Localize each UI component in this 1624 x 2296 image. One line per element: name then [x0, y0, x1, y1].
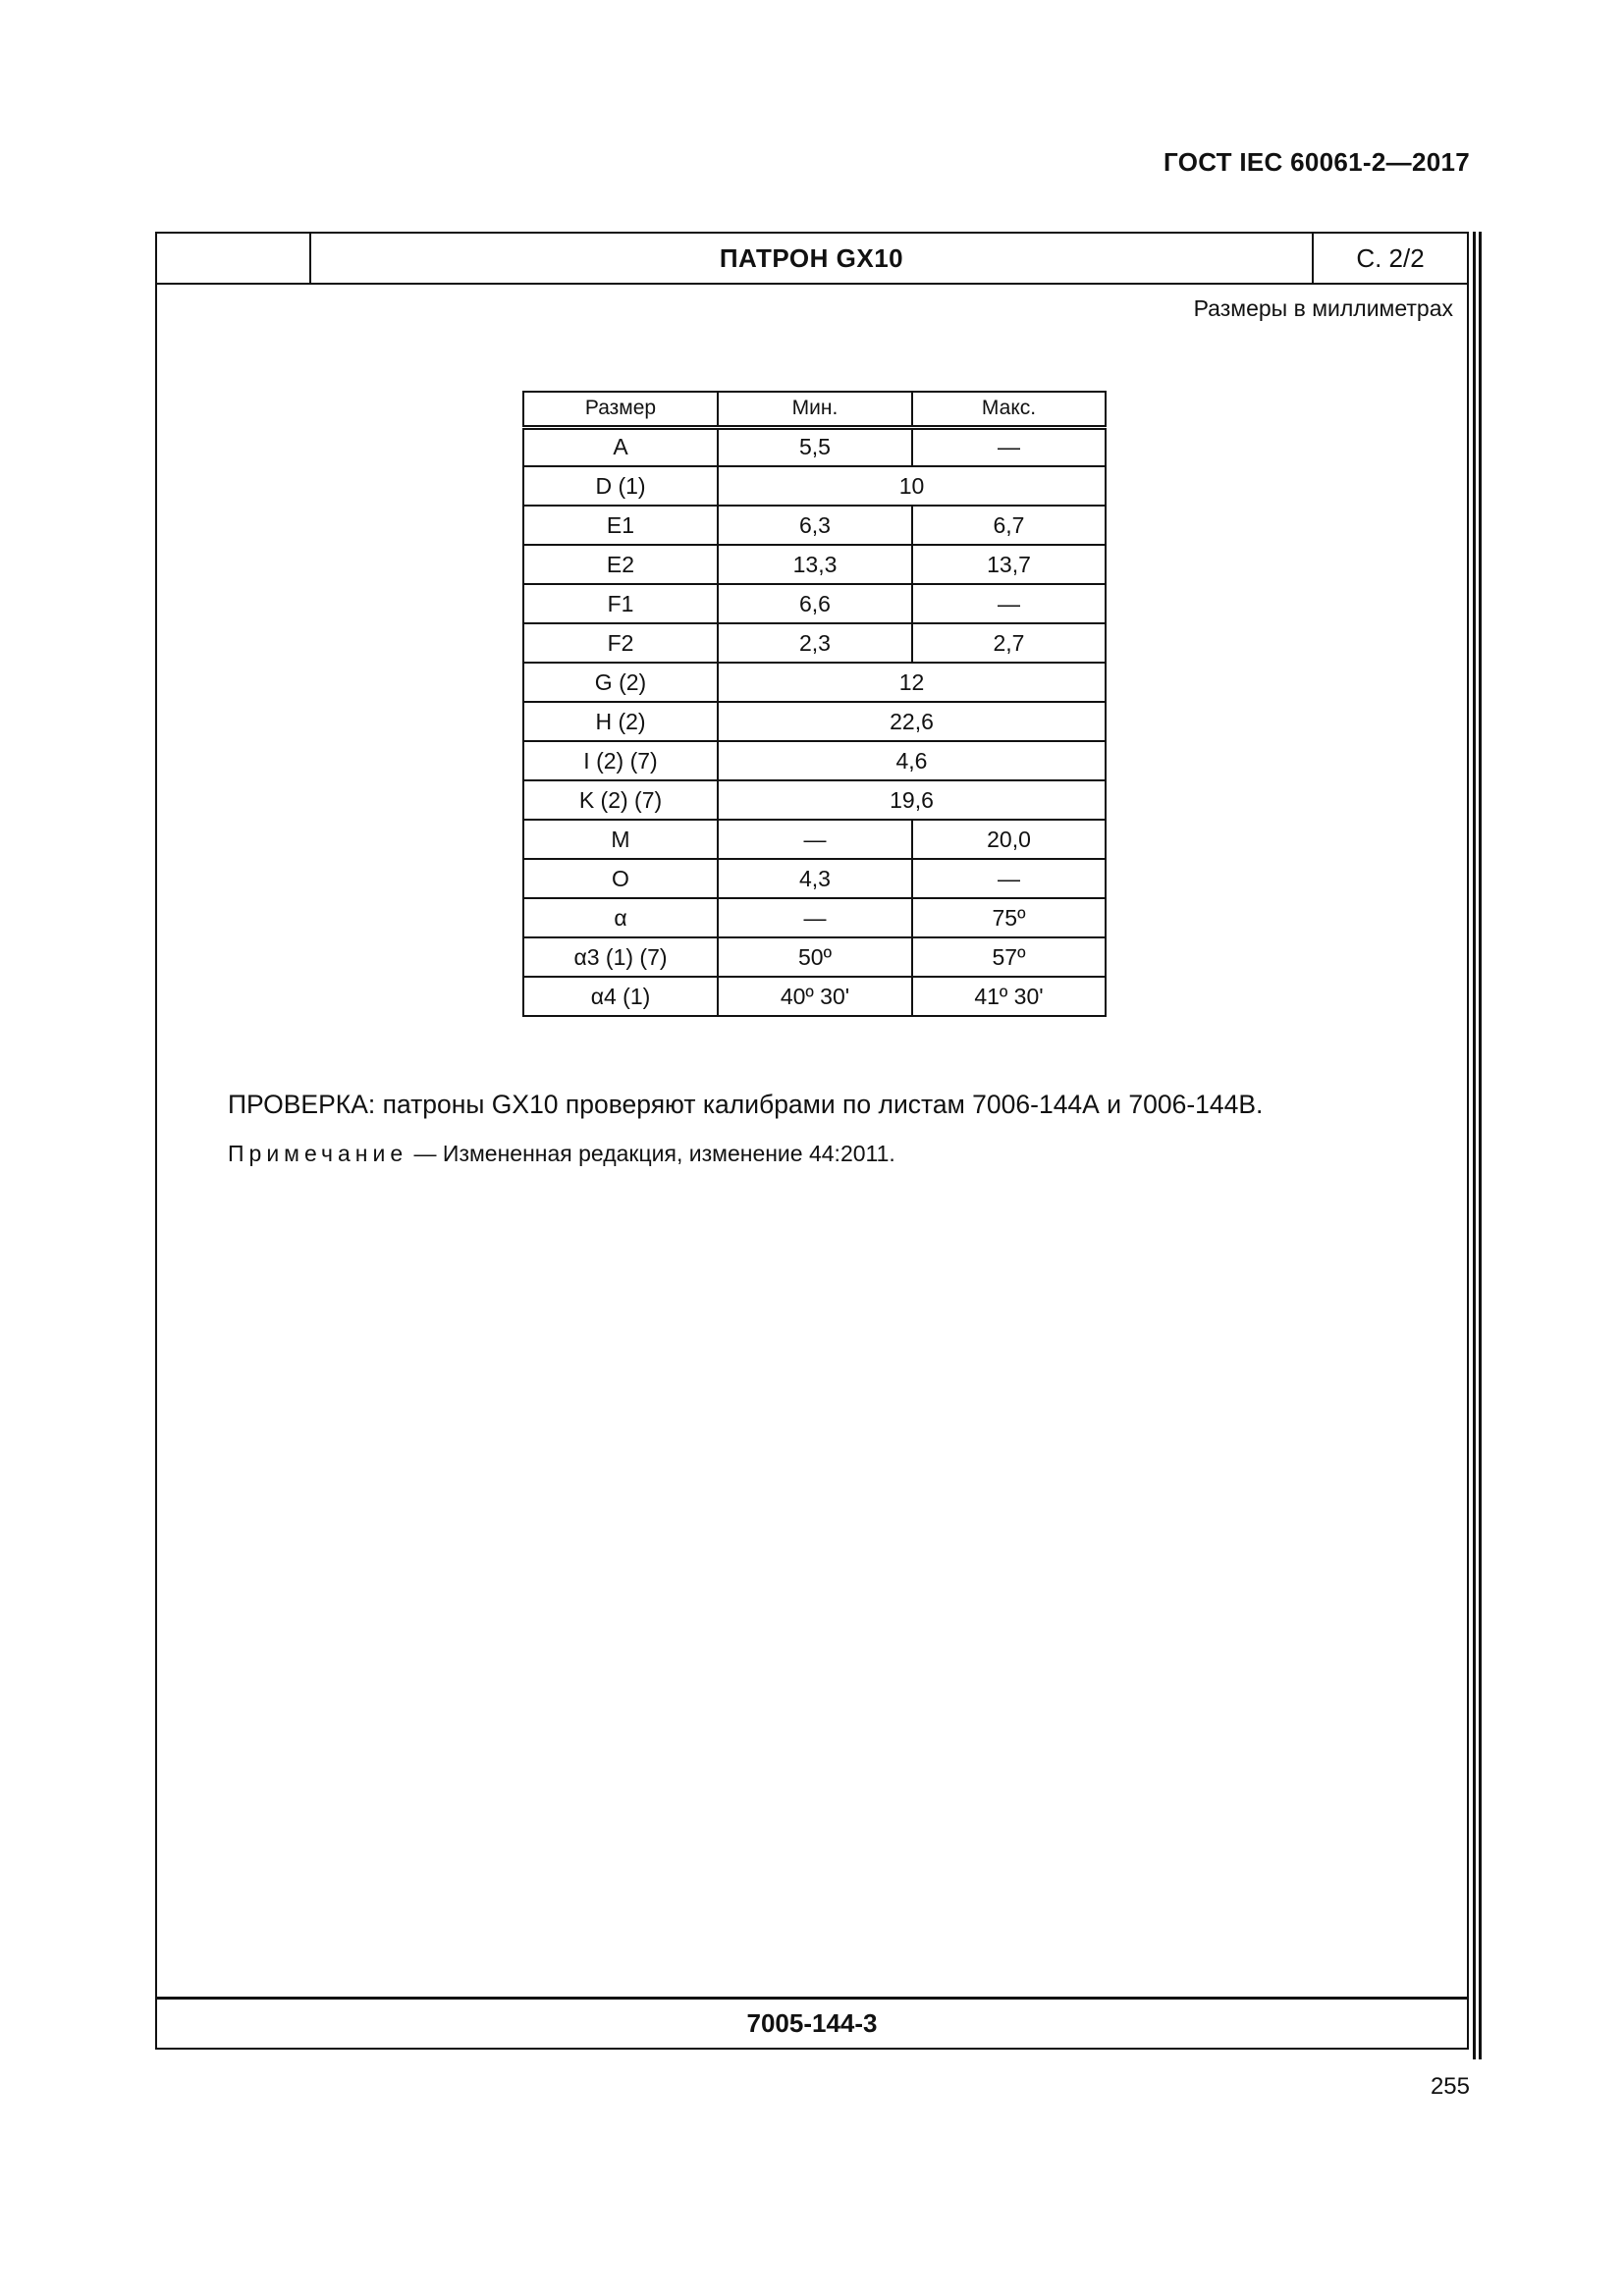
- table-row: [523, 977, 1106, 1016]
- dimension-min: 5,5: [718, 427, 912, 466]
- header-size: Размер: [523, 392, 718, 427]
- dimension-name: M: [523, 820, 718, 859]
- table-row: [523, 663, 1106, 702]
- dimension-min: 4,3: [718, 859, 912, 898]
- dimension-value: 12: [718, 663, 1106, 702]
- table-row: [523, 937, 1106, 977]
- table-row: [523, 820, 1106, 859]
- sheet-frame: [155, 232, 1469, 2050]
- dimension-max: —: [912, 859, 1106, 898]
- dimension-name: G (2): [523, 663, 718, 702]
- dimension-min: 6,6: [718, 584, 912, 623]
- table-row: [523, 506, 1106, 545]
- table-row: [523, 859, 1106, 898]
- table-row: [523, 623, 1106, 663]
- table-row: [523, 584, 1106, 623]
- page-number: 255: [1430, 2073, 1470, 2100]
- table-row: [523, 741, 1106, 780]
- dimension-name: α: [523, 898, 718, 937]
- dimension-max: 75º: [912, 898, 1106, 937]
- dimension-name: H (2): [523, 702, 718, 741]
- note-label: Примечание: [228, 1141, 408, 1166]
- check-text: ПРОВЕРКА: патроны GX10 проверяют калибрами по листам 7006-144А и 7006-144В.: [228, 1090, 1264, 1119]
- header-min: Мин.: [718, 392, 912, 427]
- dimension-min: 13,3: [718, 545, 912, 584]
- dimension-max: 6,7: [912, 506, 1106, 545]
- note-body: Измененная редакция, изменение 44:2011.: [442, 1141, 895, 1166]
- dimension-name: F1: [523, 584, 718, 623]
- table-row: [523, 427, 1106, 466]
- dimension-name: I (2) (7): [523, 741, 718, 780]
- table-row: [523, 545, 1106, 584]
- sheet-page: С. 2/2: [1312, 234, 1467, 283]
- dimension-name: F2: [523, 623, 718, 663]
- sheet-title: ПАТРОН GX10: [719, 242, 904, 273]
- sheet-header: [157, 234, 1467, 285]
- note-dash: —: [413, 1141, 437, 1166]
- dimension-name: O: [523, 859, 718, 898]
- dimension-value: 22,6: [718, 702, 1106, 741]
- dimension-name: A: [523, 427, 718, 466]
- document-code: ГОСТ IEC 60061-2—2017: [1164, 147, 1470, 177]
- header-max: Макс.: [912, 392, 1106, 427]
- dimension-min: 2,3: [718, 623, 912, 663]
- dimension-name: D (1): [523, 466, 718, 506]
- dimension-name: E2: [523, 545, 718, 584]
- dimension-min: —: [718, 898, 912, 937]
- dimension-max: 20,0: [912, 820, 1106, 859]
- dimension-name: α4 (1): [523, 977, 718, 1016]
- dimension-min: —: [718, 820, 912, 859]
- dimension-max: 2,7: [912, 623, 1106, 663]
- dimension-name: E1: [523, 506, 718, 545]
- table-row: [523, 702, 1106, 741]
- dimension-value: 19,6: [718, 780, 1106, 820]
- dimensions-table: [522, 391, 1107, 1017]
- dimension-max: 13,7: [912, 545, 1106, 584]
- table-row: [523, 466, 1106, 506]
- dimension-name: K (2) (7): [523, 780, 718, 820]
- table-row: [523, 898, 1106, 937]
- dimension-max: 57º: [912, 937, 1106, 977]
- header-empty-cell: [157, 234, 311, 283]
- note: [228, 1141, 895, 1167]
- dimension-max: 41º 30': [912, 977, 1106, 1016]
- frame-double-edge: [1473, 232, 1482, 2059]
- dimension-min: 6,3: [718, 506, 912, 545]
- dimension-max: —: [912, 427, 1106, 466]
- dimension-min: 40º 30': [718, 977, 912, 1016]
- units-note: Размеры в миллиметрах: [1193, 295, 1453, 321]
- table-header-row: [523, 392, 1106, 427]
- dimension-max: —: [912, 584, 1106, 623]
- dimension-value: 10: [718, 466, 1106, 506]
- dimension-name: α3 (1) (7): [523, 937, 718, 977]
- table-row: [523, 780, 1106, 820]
- sheet-number: 7005-144-3: [157, 1997, 1467, 2048]
- dimension-value: 4,6: [718, 741, 1106, 780]
- dimension-min: 50º: [718, 937, 912, 977]
